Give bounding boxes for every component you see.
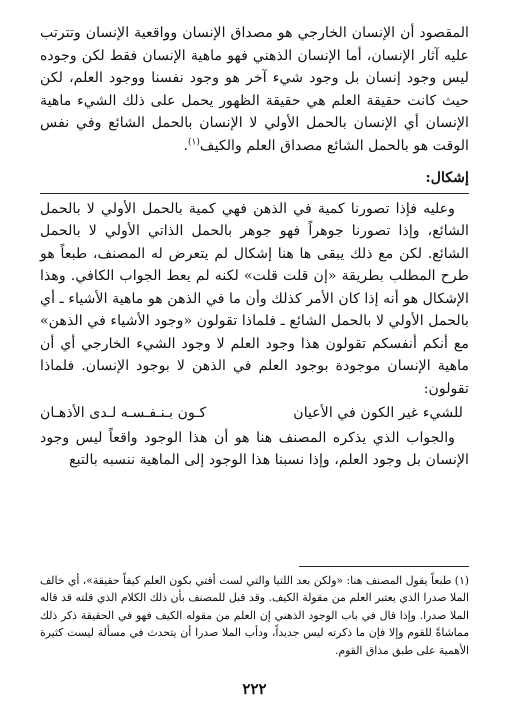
footnotes-section bbox=[40, 566, 469, 659]
page-number: ٢٢٢ bbox=[242, 680, 267, 698]
paragraph-3: والجواب الذي يذكره المصنف هنا هو أن هذا الوجود واقعاً ليس وجود الإنسان بل وجود العلم، وإذا نسبنا هذا الوجود إلى الماهية ننسبه بالتبع bbox=[40, 429, 469, 468]
paragraph-1-end: . bbox=[183, 137, 189, 154]
section-heading: إشكال: bbox=[425, 170, 469, 186]
heading-divider bbox=[40, 193, 469, 194]
verse-second-hemistich: كـون بـنـفـسـه لـدى الأذهـان bbox=[40, 405, 207, 421]
verse-first-hemistich: للشيء غير الكون في الأعيان bbox=[293, 405, 463, 421]
paragraph-1 bbox=[40, 22, 469, 157]
paragraph-1-text: المقصود أن الإنسان الخارجي هو مصداق الإنسان وواقعية الإنسان وتترتب عليه آثار الإنسان، أما الإنسان الذهني فهو ماهية الإنسان فقط لكن وجوده ليس وجود إنسان بل وجود شيء آخر هو وجود نفسنا ووجود العلم، لكن حيث كانت حقيقة العلم هي حقيقة الظهور يحمل على ذلك الشيء ماهية الإنسان أي الإنسان بالحمل الأولي لا الإنسان بالحمل الشائع وفي نفس الوقت هو بالحمل الشائع مصداق العلم والكيف bbox=[40, 25, 469, 154]
main-text bbox=[40, 22, 469, 472]
footnote-divider bbox=[299, 566, 469, 567]
paragraph-2: وعليه فإذا تصورنا كمية في الذهن فهي كمية بالحمل الأولي لا بالحمل الشائع، وإذا تصورنا جوهراً فهو جوهر بالحمل الذاتي الأولي لا بالحمل الشائع. لكن مع ذلك يبقى ها هنا إشكال لم يتعرض له المصنف، طبعاً هو طرح المطلب بطريقة «إن قلت قلت» لكنه لم يعط الجواب الكافي. وهذا الإشكال هو أنه إذا كان الأمر كذلك وأن ما في الذهن هو ماهية الأشياء ـ أي بالحمل الأولي لا بالحمل الشائع ـ فلماذا تقولون «وجود الأشياء في الذهن» مع أنكم أنفسكم تقولون هذا وجود العلم لا وجود الشيء الخارجي أي أن ماهية الإنسان موجودة بوجود العلم في الذهن لا بوجود الإنسان. فلماذا تقولون: bbox=[40, 200, 469, 397]
footnote-1: (١) طبعاً يقول المصنف هنا: «ولكن بعد اللتيا والتي لست أفتي بكون العلم كيفاً حقيقة»، أي خالف الملا صدرا الذي يعتبر العلم من مقولة الكيف. وقد قبل للمصنف بأن ذلك الكلام الذي قلته قد قاله الملا صدرا. وإذا قال في باب الوجود الذهني إن العلم من مقوله الكيف فهو في الحقيقة ذكر ذلك مماشاةً للقوم وإلا فإن ما ذكرته ليس جديداً، ودأب الملا صدرا أن يتحدث في مسألة ليست كثيرة الأهمية على طبق مذاق القوم. bbox=[40, 574, 469, 657]
poetry-verse bbox=[40, 402, 463, 425]
footnote-marker: (١) bbox=[188, 136, 200, 147]
